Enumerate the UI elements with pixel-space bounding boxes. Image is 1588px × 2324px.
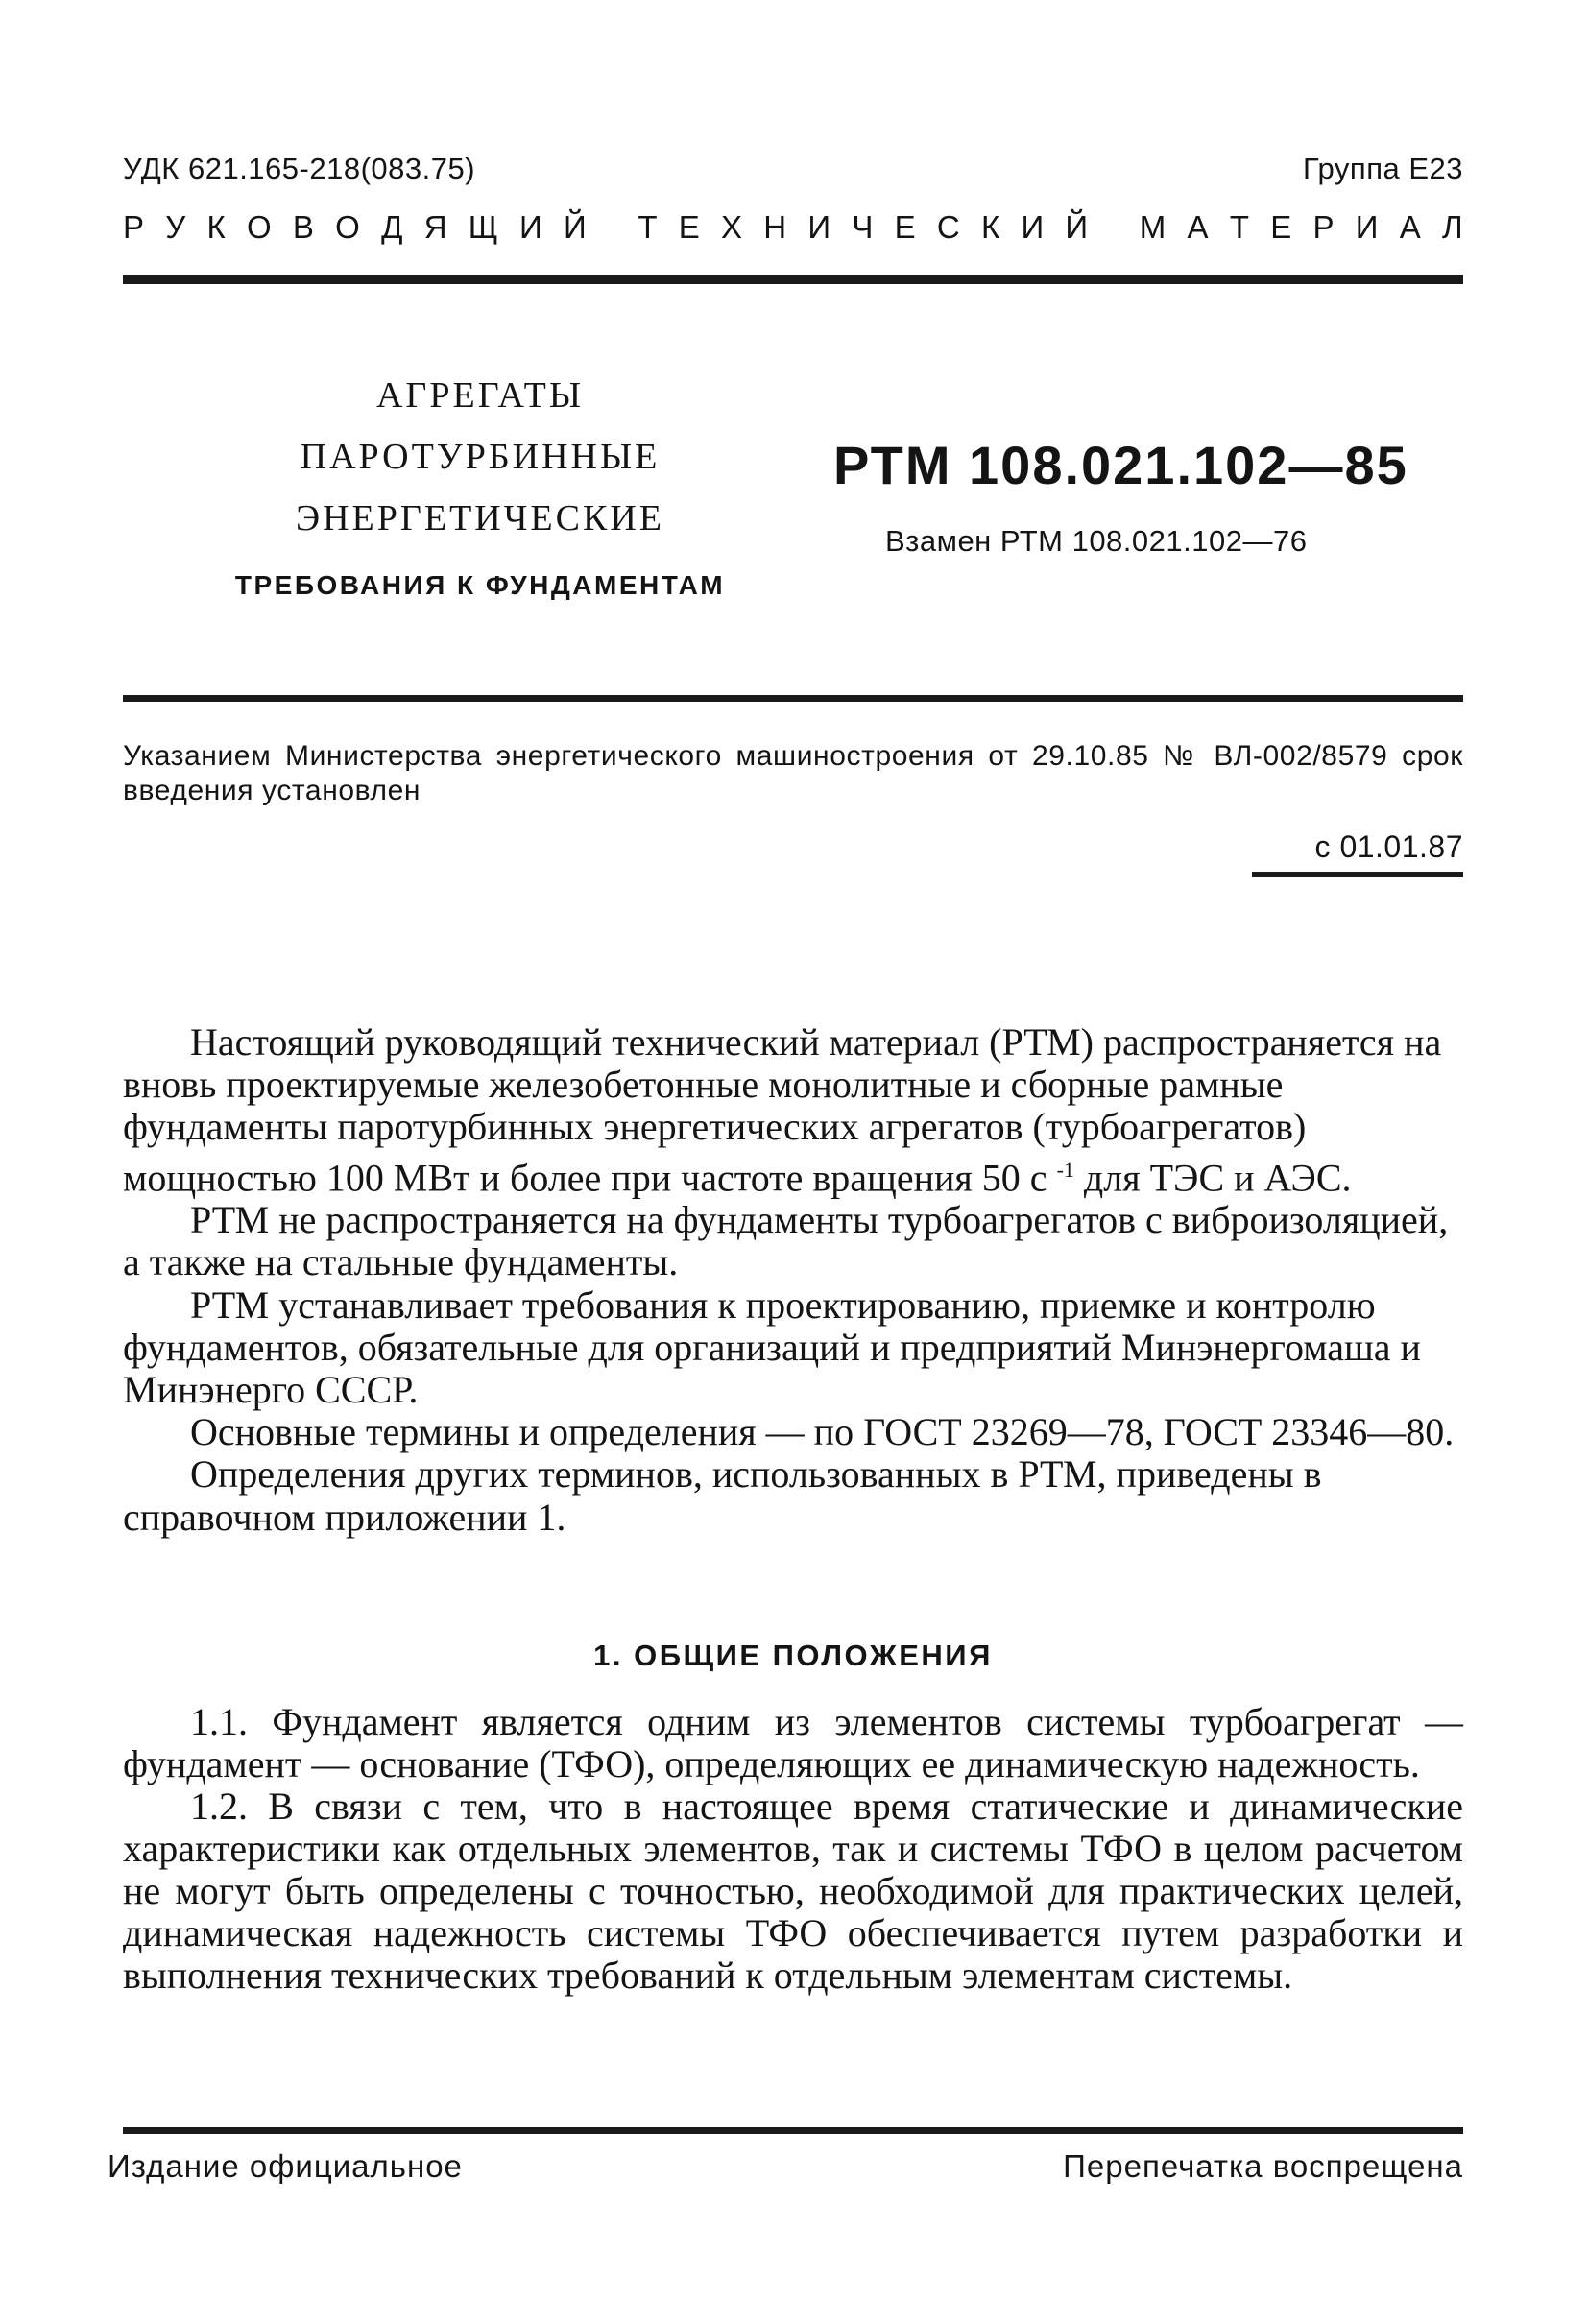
- udc-code: УДК 621.165-218(083.75): [123, 152, 476, 185]
- subtitle: ТРЕБОВАНИЯ К ФУНДАМЕНТАМ: [234, 570, 726, 600]
- document-series-title: [123, 209, 1463, 246]
- series-letter: Н: [763, 209, 787, 245]
- series-letter: И: [518, 209, 542, 245]
- intro-paragraph: [123, 1199, 1463, 1283]
- series-letter: Л: [1442, 209, 1463, 245]
- intro-paragraph: [123, 1021, 1463, 1199]
- series-letter: К: [206, 209, 226, 245]
- title-line-3: ЭНЕРГЕТИЧЕСКИЕ: [296, 498, 664, 539]
- series-letter: У: [165, 209, 186, 245]
- bottom-rule: [123, 2127, 1463, 2134]
- series-letter: О: [335, 209, 360, 245]
- title-line-1: АГРЕГАТЫ: [375, 375, 585, 416]
- date-underline: [1252, 872, 1463, 877]
- intro-p1-sup: -1: [1056, 1157, 1074, 1182]
- series-letter: О: [246, 209, 272, 245]
- intro-p1-end: для ТЭС и АЭС.: [1073, 1155, 1352, 1199]
- intro-section: [123, 1021, 1463, 1539]
- series-letter: Й: [1065, 209, 1089, 245]
- series-letter: И: [807, 209, 831, 245]
- series-letter: Я: [423, 209, 447, 245]
- intro-paragraph: [123, 1284, 1463, 1412]
- clause-1-1: 1.1. Фундамент является одним из элементов системы турбоагрегат — фундамент — основание (ТФО), определяющих ее динамическую надежность.: [123, 1700, 1463, 1785]
- series-letter: Щ: [468, 209, 498, 245]
- intro-p5-text: Определения других терминов, использованных в РТМ, приведены в справочном приложении 1.: [123, 1452, 1322, 1539]
- series-letter: [608, 209, 616, 246]
- series-letter: А: [1187, 209, 1209, 245]
- series-letter: И: [1355, 209, 1379, 245]
- decree-text: Указанием Министерства энергетического машиностроения от 29.10.85 № ВЛ-002/8579 срок введения установлен: [123, 740, 1463, 806]
- series-letter: Е: [894, 209, 916, 245]
- document-code: РТМ 108.021.102—85: [833, 435, 1408, 495]
- series-letter: [1109, 209, 1118, 246]
- reprint-note: Перепечатка воспрещена: [1063, 2148, 1463, 2184]
- series-letter: В: [292, 209, 314, 245]
- group-code: Группа Е23: [1302, 152, 1463, 185]
- series-letter: Д: [381, 209, 403, 245]
- title-line-2: ПАРОТУРБИННЫЕ: [300, 437, 661, 477]
- series-letter: И: [1021, 209, 1045, 245]
- series-letter: Е: [678, 209, 700, 245]
- intro-p2-text: РТМ не распространяется на фундаменты турбоагрегатов с виброизоляцией, а также на стальные фундаменты.: [123, 1198, 1449, 1284]
- intro-p1-text: Настоящий руководящий технический материал (РТМ) распространяется на вновь проектируемые железобетонные монолитные и сборные рамные фундаменты паротурбинных энергетических агрегатов (турбоагрегатов) мощностью 100 МВт и более при частоте вращения 50 с: [123, 1020, 1442, 1199]
- series-letter: С: [936, 209, 960, 245]
- series-letter: Т: [638, 209, 658, 245]
- section-heading: 1. ОБЩИЕ ПОЛОЖЕНИЯ: [593, 1639, 993, 1672]
- series-letter: Ч: [852, 209, 874, 245]
- intro-p4-text: Основные термины и определения — по ГОСТ 23269—78, ГОСТ 23346—80.: [190, 1410, 1455, 1454]
- series-letter: А: [1399, 209, 1421, 245]
- series-letter: К: [980, 209, 1000, 245]
- middle-rule: [123, 695, 1463, 702]
- intro-paragraph: [123, 1453, 1463, 1538]
- edition-note: Издание официальное: [108, 2148, 463, 2184]
- intro-p3-text: РТМ устанавливает требования к проектированию, приемке и контролю фундаментов, обязательные для организаций и предприятий Минэнергомаша и Минэнерго СССР.: [123, 1282, 1421, 1411]
- series-letter: Р: [123, 209, 145, 245]
- series-letter: М: [1139, 209, 1167, 245]
- intro-paragraph: [123, 1411, 1463, 1453]
- series-letter: Т: [1229, 209, 1249, 245]
- series-letter: Х: [721, 209, 743, 245]
- section-1-body: [123, 1701, 1463, 1997]
- top-rule: [123, 275, 1463, 284]
- series-letter: Р: [1312, 209, 1335, 245]
- clause-1-2: 1.2. В связи с тем, что в настоящее время статические и динамические характеристики как отдельных элементов, так и системы ТФО в целом расчетом не могут быть определены с точностью, необходимой для практических целей, динамическая надежность системы ТФО обеспечивается путем разработки и выполнения технических требований к отдельным элементам системы.: [123, 1785, 1463, 1997]
- series-letter: Й: [563, 209, 587, 245]
- replaces-note: Взамен РТМ 108.021.102—76: [885, 524, 1308, 558]
- series-letter: Е: [1270, 209, 1292, 245]
- effective-date: с 01.01.87: [1314, 829, 1463, 864]
